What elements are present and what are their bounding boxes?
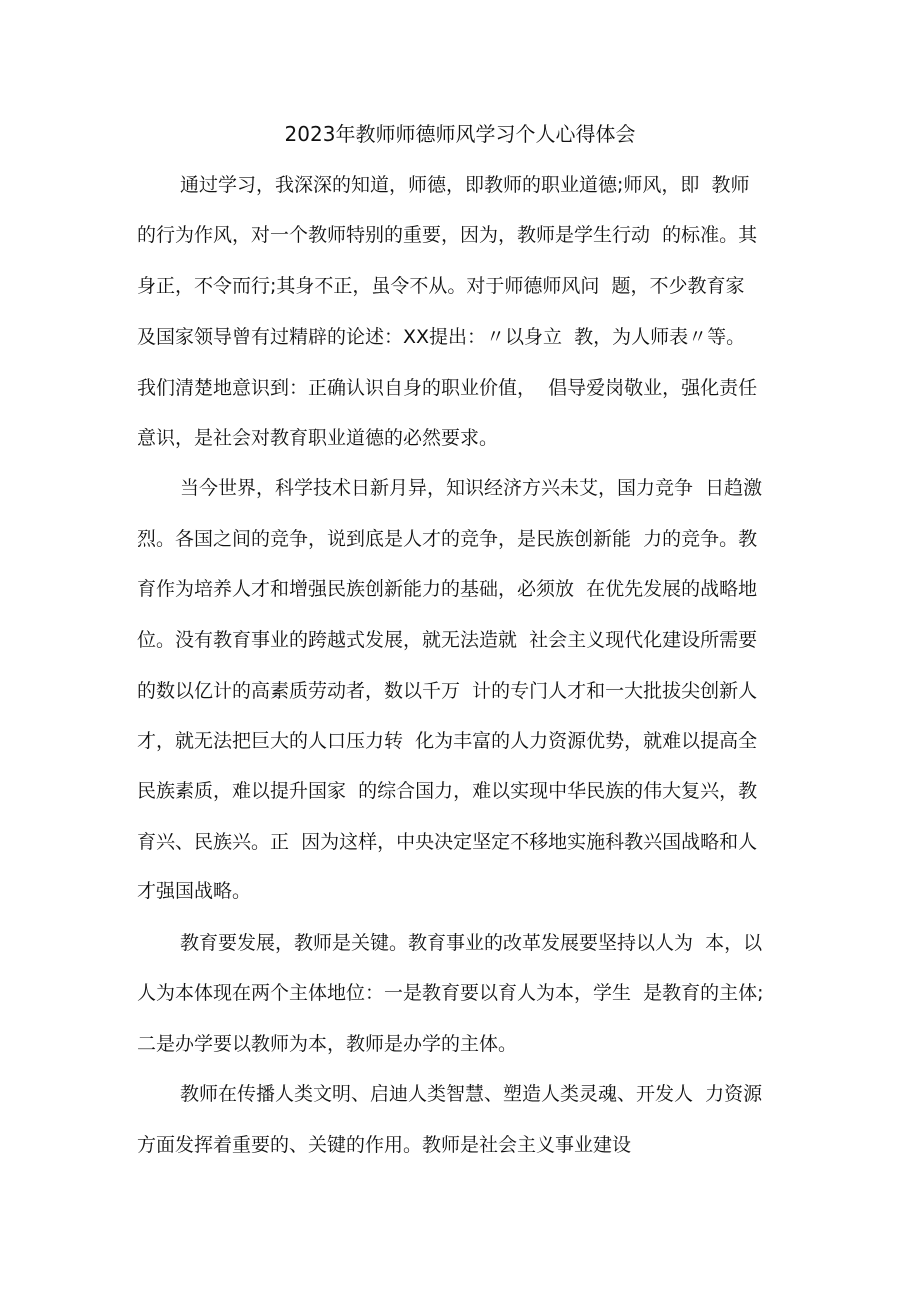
document-title: 2023年教师师德师风学习个人心得体会 — [284, 122, 636, 146]
paragraph-4-line-1: 教师在传播人类文明、启迪人类智慧、塑造人类灵魂、开发人 力资源 — [180, 1083, 763, 1105]
paragraph-1-line-6: 意识，是社会对教育职业道德的必然要求。 — [137, 427, 499, 449]
paragraph-2-line-9: 才强国战略。 — [137, 880, 252, 902]
paragraph-3-line-3: 二是办学要以教师为本，教师是办学的主体。 — [137, 1033, 518, 1055]
paragraph-1-line-4: 及国家领导曾有过精辟的论述：XX提出：〃以身立 教，为人师表〃等。 — [137, 326, 746, 348]
paragraph-2-line-3: 育作为培养人才和增强民族创新能力的基础，必须放 在优先发展的战略地 — [137, 578, 758, 600]
paragraph-2-line-7: 民族素质，难以提升国家 的综合国力，难以实现中华民族的伟大复兴，教 — [137, 780, 758, 802]
paragraph-1-line-2: 的行为作风，对一个教师特别的重要，因为，教师是学生行动 的标准。其 — [137, 224, 758, 246]
paragraph-1-line-5: 我们清楚地意识到：正确认识自身的职业价值， 倡导爱岗敬业，强化责任 — [137, 377, 758, 399]
paragraph-2-line-8: 育兴、民族兴。正 因为这样，中央决定坚定不移地实施科教兴国战略和人 — [137, 831, 758, 853]
paragraph-1-line-3: 身正，不令而行;其身不正，虽令不从。对于师德师风问 题，不少教育家 — [137, 275, 745, 297]
paragraph-4-line-2: 方面发挥着重要的、关键的作用。教师是社会主义事业建设 — [137, 1134, 632, 1156]
paragraph-2-line-4: 位。没有教育事业的跨越式发展，就无法造就 社会主义现代化建设所需要 — [137, 629, 758, 651]
paragraph-3-line-1: 教育要发展，教师是关键。教育事业的改革发展要坚持以人为 本，以 — [180, 932, 763, 954]
paragraph-2-line-6: 才，就无法把巨大的人口压力转 化为丰富的人力资源优势，就难以提高全 — [137, 730, 758, 752]
paragraph-2-line-2: 烈。各国之间的竞争，说到底是人才的竞争，是民族创新能 力的竞争。教 — [137, 528, 758, 550]
paragraph-1-line-1: 通过学习，我深深的知道，师德，即教师的职业道德;师风，即 教师 — [180, 174, 750, 196]
paragraph-2-line-5: 的数以亿计的高素质劳动者，数以千万 计的专门人才和一大批拔尖创新人 — [137, 680, 758, 702]
paragraph-2-line-1: 当今世界，科学技术日新月异，知识经济方兴未艾，国力竞争 日趋激 — [180, 477, 763, 499]
paragraph-3-line-2: 人为本体现在两个主体地位：一是教育要以育人为本，学生 是教育的主体; — [137, 982, 764, 1004]
